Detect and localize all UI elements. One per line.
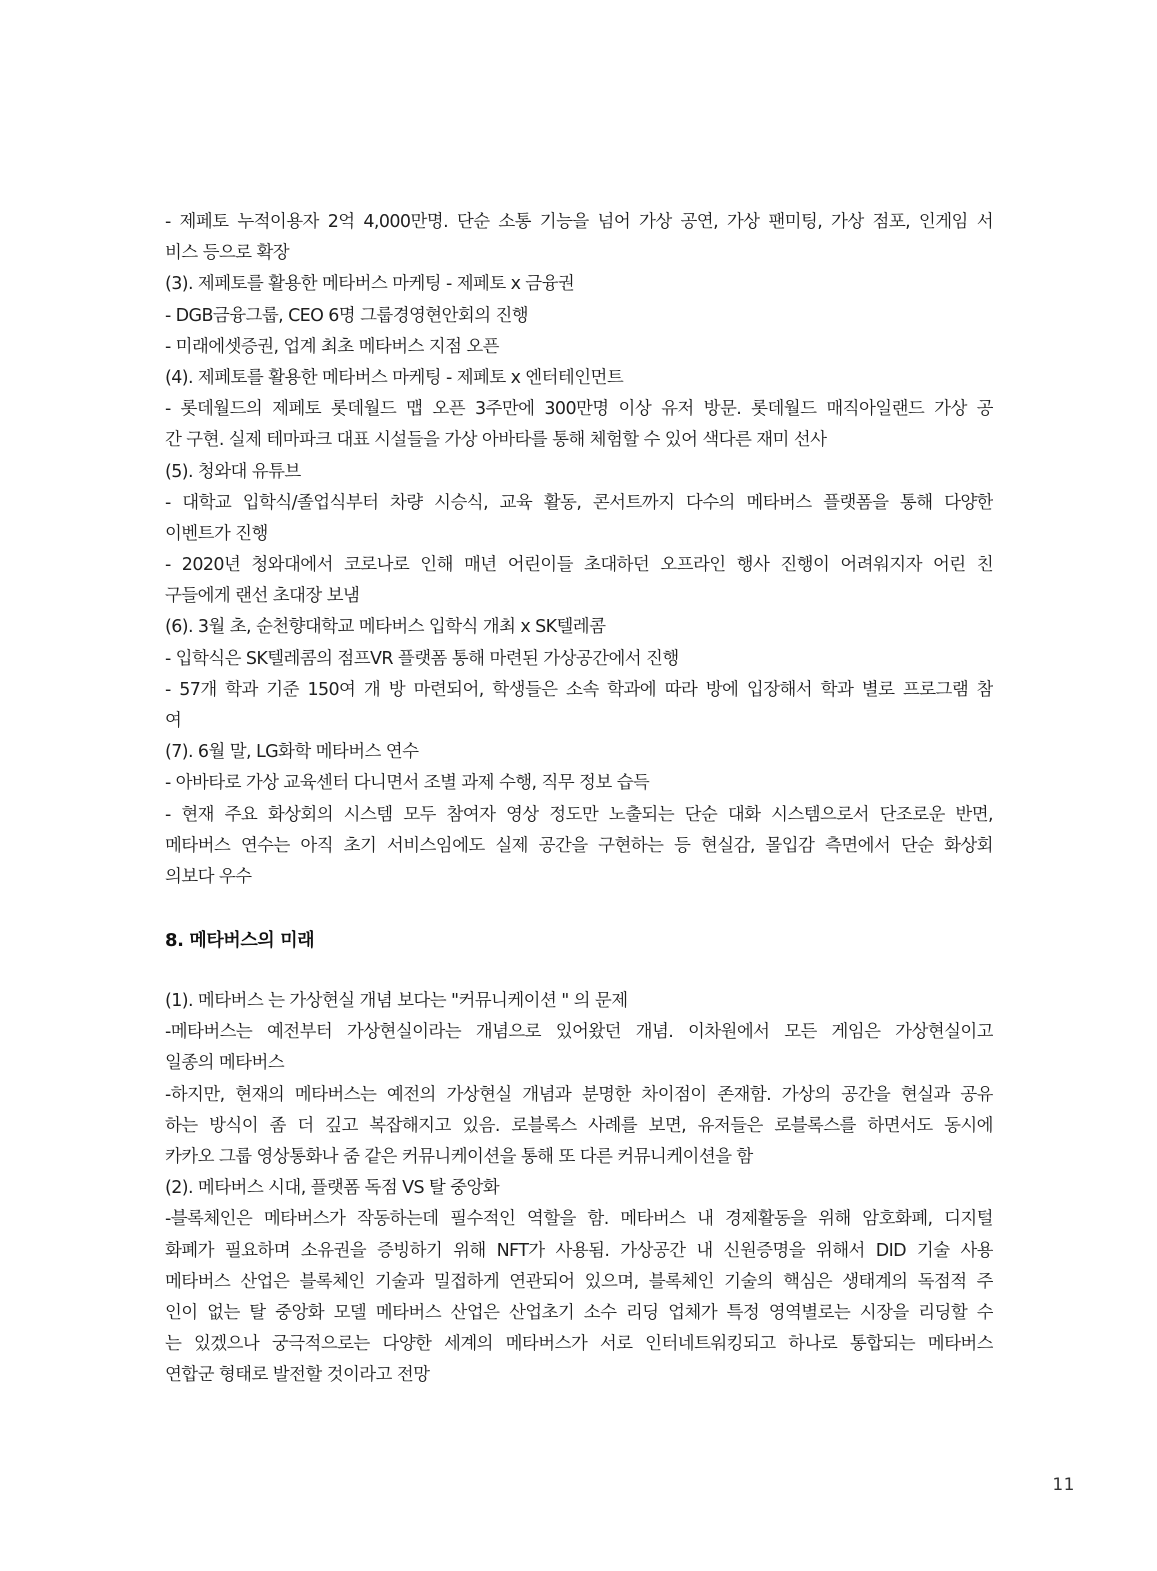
page-number: 11 [1052,1475,1075,1495]
text-line: 는 있겠으나 궁극적으로는 다양한 세계의 메타버스가 서로 인터네트워킹되고 하나로 통합되는 메타버스 [165,1334,993,1355]
body-text-block-1 [165,207,993,893]
body-text-block-2 [165,986,993,1391]
text-line: - 현재 주요 화상회의 시스템 모두 참여자 영상 정도만 노출되는 단순 대화 시스템으로서 단조로운 반면, [165,804,993,825]
text-line: 카카오 그룹 영상통화나 줌 같은 커뮤니케이션을 통해 또 다른 커뮤니케이션을 함 [165,1146,753,1167]
text-line: (6). 3월 초, 순천향대학교 메타버스 입학식 개최 x SK텔레콤 [165,617,606,638]
text-line: 메타버스 산업은 블록체인 기술과 밀접하게 연관되어 있으며, 블록체인 기술의 핵심은 생태계의 독점적 주 [165,1271,993,1292]
text-line: 구들에게 랜선 초대장 보냄 [165,586,360,607]
text-line: -메타버스는 예전부터 가상현실이라는 개념으로 있어왔던 개념. 이차원에서 모든 게임은 가상현실이고 [165,1022,993,1043]
text-line: 일종의 메타버스 [165,1053,285,1074]
text-line: (3). 제페토를 활용한 메타버스 마케팅 - 제페토 x 금융권 [165,274,575,295]
text-line: (5). 청와대 유튜브 [165,461,301,482]
text-line: 이벤트가 진행 [165,523,268,544]
text-line: -하지만, 현재의 메타버스는 예전의 가상현실 개념과 분명한 차이점이 존재함. 가상의 공간을 현실과 공유 [165,1084,993,1105]
text-line: 화폐가 필요하며 소유권을 증빙하기 위해 NFT가 사용됨. 가상공간 내 신원증명을 위해서 DID 기술 사용 [165,1240,993,1261]
text-line: 의보다 우수 [165,866,252,887]
text-line: (7). 6월 말, LG화학 메타버스 연수 [165,742,419,763]
text-line: - 대학교 입학식/졸업식부터 차량 시승식, 교육 활동, 콘서트까지 다수의 메타버스 플랫폼을 통해 다양한 [165,492,993,513]
text-line: 간 구현. 실제 테마파크 대표 시설들을 가상 아바타를 통해 체험할 수 있어 색다른 재미 선사 [165,430,827,451]
text-line: - 2020년 청와대에서 코로나로 인해 매년 어린이들 초대하던 오프라인 행사 진행이 어려워지자 어린 친 [165,555,993,576]
text-line: (4). 제페토를 활용한 메타버스 마케팅 - 제페토 x 엔터테인먼트 [165,367,624,388]
text-line: 하는 방식이 좀 더 깊고 복잡해지고 있음. 로블록스 사례를 보면, 유저들은 로블록스를 하면서도 동시에 [165,1115,993,1136]
text-line: 인이 없는 탈 중앙화 모델 메타버스 산업은 산업초기 소수 리딩 업체가 특정 영역별로는 시장을 리딩할 수 [165,1302,993,1323]
text-line: 연합군 형태로 발전할 것이라고 전망 [165,1365,430,1386]
text-line: - DGB금융그룹, CEO 6명 그룹경영현안회의 진행 [165,305,529,326]
text-line: 여 [165,711,182,731]
text-line: - 아바타로 가상 교육센터 다니면서 조별 과제 수행, 직무 정보 습득 [165,773,650,794]
text-line: (1). 메타버스 는 가상현실 개념 보다는 "커뮤니케이션 " 의 문제 [165,991,628,1011]
section-heading: 8. 메타버스의 미래 [165,930,315,951]
text-line: -블록체인은 메타버스가 작동하는데 필수적인 역할을 함. 메타버스 내 경제활동을 위해 암호화폐, 디지털 [165,1209,993,1230]
text-line: - 57개 학과 기준 150여 개 방 마련되어, 학생들은 소속 학과에 따라 방에 입장해서 학과 별로 프로그램 참 [165,679,993,700]
text-line: 비스 등으로 확장 [165,243,290,264]
text-line: (2). 메타버스 시대, 플랫폼 독점 VS 탈 중앙화 [165,1178,500,1199]
text-line: - 롯데월드의 제페토 롯데월드 맵 오픈 3주만에 300만명 이상 유저 방문. 롯데월드 매직아일랜드 가상 공 [165,399,993,420]
text-line: 메타버스 연수는 아직 초기 서비스임에도 실제 공간을 구현하는 등 현실감, 몰입감 측면에서 단순 화상회 [165,835,993,856]
text-line: - 미래에셋증권, 업계 최초 메타버스 지점 오픈 [165,336,499,357]
text-line: - 제페토 누적이용자 2억 4,000만명. 단순 소통 기능을 넘어 가상 공연, 가상 팬미팅, 가상 점포, 인게임 서 [165,212,993,232]
text-line: - 입학식은 SK텔레콤의 점프VR 플랫폼 통해 마련된 가상공간에서 진행 [165,648,679,669]
